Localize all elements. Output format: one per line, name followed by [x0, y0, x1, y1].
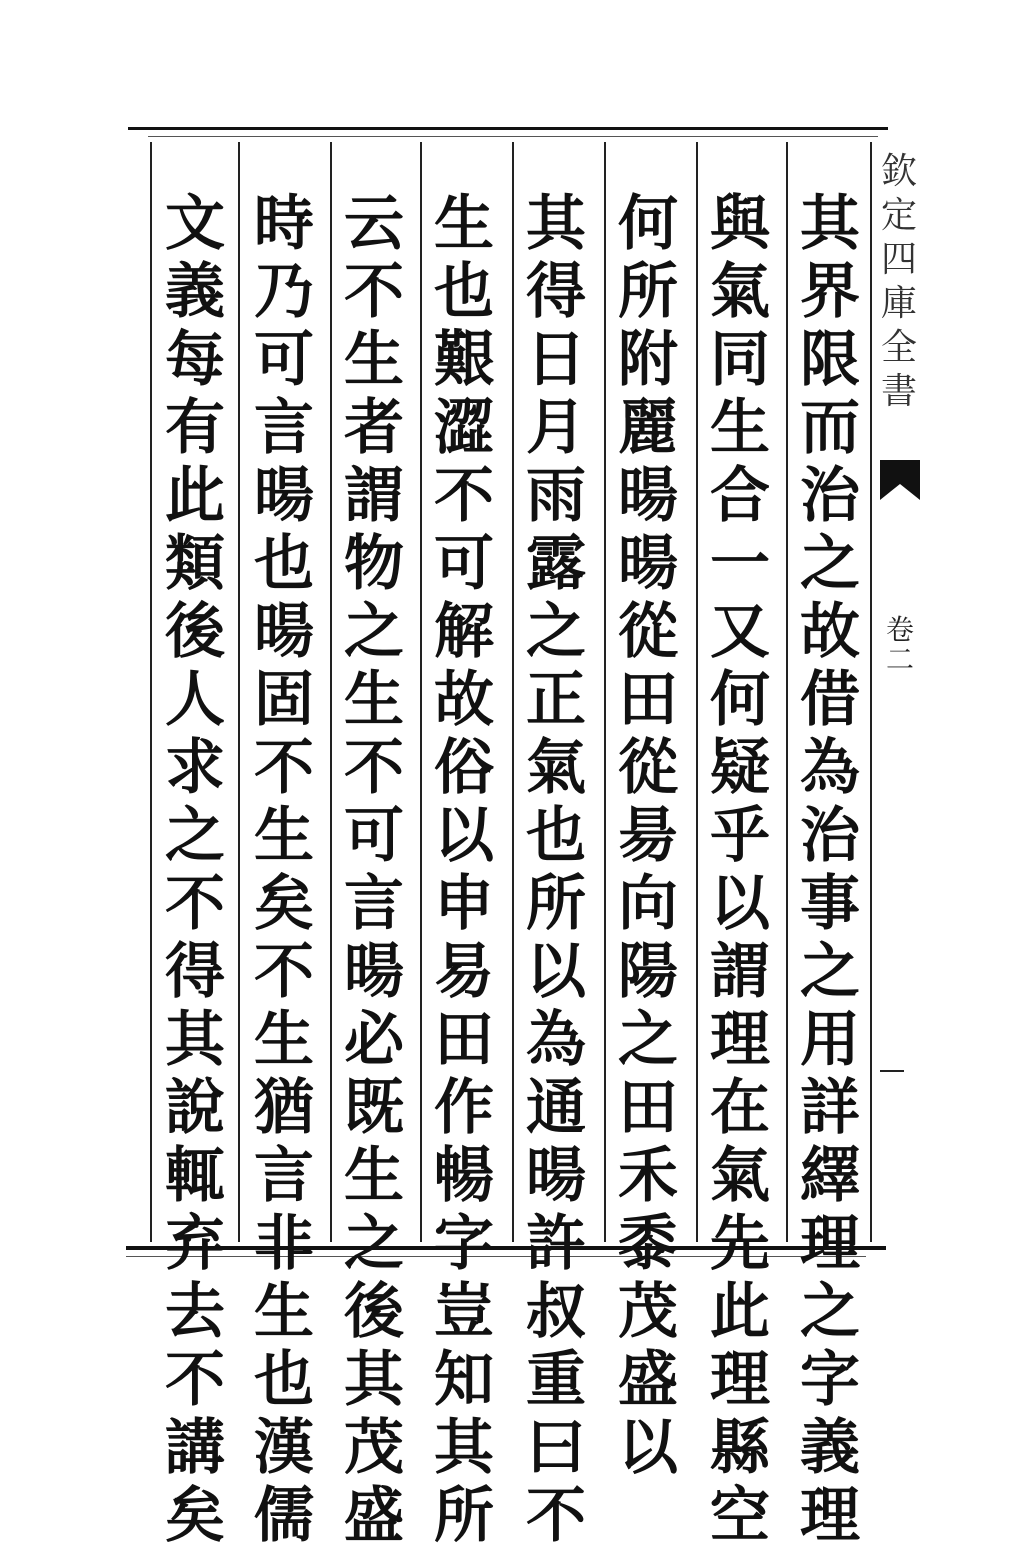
- character: 暘: [344, 937, 404, 1007]
- character: 非: [254, 1209, 314, 1279]
- character: 物: [344, 529, 404, 599]
- character: 氣: [526, 733, 586, 803]
- character: 何: [710, 665, 770, 735]
- character: 去: [165, 1277, 225, 1347]
- character: 限: [800, 325, 860, 395]
- character: 乎: [710, 801, 770, 871]
- character: 為: [800, 733, 860, 803]
- character: 黍: [618, 1209, 678, 1279]
- character: 不: [165, 1345, 225, 1415]
- character: 說: [165, 1073, 225, 1143]
- character: 有: [165, 393, 225, 463]
- character: 之: [344, 597, 404, 667]
- character: 叔: [526, 1277, 586, 1347]
- character: 暘: [526, 1141, 586, 1211]
- character: 生: [254, 1005, 314, 1075]
- character: 申: [434, 869, 494, 939]
- character: 同: [710, 325, 770, 395]
- column-rule: [330, 142, 332, 1242]
- character: 從: [618, 733, 678, 803]
- character: 日: [526, 325, 586, 395]
- character: 之: [800, 937, 860, 1007]
- character: 艱: [434, 325, 494, 395]
- character: 不: [344, 733, 404, 803]
- character: 昜: [618, 801, 678, 871]
- character: 儒: [254, 1481, 314, 1551]
- character: 故: [800, 597, 860, 667]
- character: 用: [800, 1005, 860, 1075]
- character: 疑: [710, 733, 770, 803]
- character: 類: [165, 529, 225, 599]
- character: 盛: [618, 1345, 678, 1415]
- text-column-4: [516, 189, 596, 1551]
- margin-title-character: 四: [880, 239, 917, 280]
- character: 盛: [344, 1481, 404, 1551]
- character: 生: [254, 801, 314, 871]
- character: 理: [800, 1481, 860, 1551]
- character: 知: [434, 1345, 494, 1415]
- top-border-rule: [128, 127, 888, 130]
- margin-volume-character: 卷: [885, 613, 914, 646]
- character: 也: [434, 257, 494, 327]
- character: 繹: [800, 1141, 860, 1211]
- character: 以: [618, 1413, 678, 1483]
- text-column-2: [700, 189, 780, 1551]
- column-rule: [420, 142, 422, 1242]
- frame-right-rule: [870, 142, 872, 1242]
- character: 麗: [618, 393, 678, 463]
- character: 月: [526, 393, 586, 463]
- character: 氣: [710, 257, 770, 327]
- character: 者: [344, 393, 404, 463]
- character: 故: [434, 665, 494, 735]
- character: 不: [434, 461, 494, 531]
- character: 生: [710, 393, 770, 463]
- character: 氣: [710, 1141, 770, 1211]
- character: 從: [618, 597, 678, 667]
- character: 人: [165, 665, 225, 735]
- character: 雨: [526, 461, 586, 531]
- character: 生: [344, 325, 404, 395]
- character: 曰: [526, 1413, 586, 1483]
- character: 言: [254, 1141, 314, 1211]
- character: 通: [526, 1073, 586, 1143]
- character: 豈: [434, 1277, 494, 1347]
- character: 可: [254, 325, 314, 395]
- character: 以: [710, 869, 770, 939]
- character: 矣: [165, 1481, 225, 1551]
- character: 許: [526, 1209, 586, 1279]
- character: 輒: [165, 1141, 225, 1211]
- character: 空: [710, 1481, 770, 1551]
- character: 所: [526, 869, 586, 939]
- character: 茂: [344, 1413, 404, 1483]
- column-rule: [604, 142, 606, 1242]
- margin-title-character: 書: [880, 371, 917, 412]
- margin-title-character: 欽: [880, 151, 917, 192]
- character: 治: [800, 801, 860, 871]
- character: 合: [710, 461, 770, 531]
- character: 生: [434, 189, 494, 259]
- character: 以: [434, 801, 494, 871]
- column-rule: [512, 142, 514, 1242]
- column-rule: [238, 142, 240, 1242]
- character: 事: [800, 869, 860, 939]
- character: 縣: [710, 1413, 770, 1483]
- character: 解: [434, 597, 494, 667]
- column-rule: [696, 142, 698, 1242]
- character: 文: [165, 189, 225, 259]
- character: 而: [800, 393, 860, 463]
- character: 其: [165, 1005, 225, 1075]
- character: 不: [526, 1481, 586, 1551]
- character: 理: [800, 1209, 860, 1279]
- character: 不: [165, 869, 225, 939]
- character: 禾: [618, 1141, 678, 1211]
- character: 正: [526, 665, 586, 735]
- character: 後: [165, 597, 225, 667]
- character: 以: [526, 937, 586, 1007]
- character: 也: [254, 1345, 314, 1415]
- character: 必: [344, 1005, 404, 1075]
- character: 不: [254, 733, 314, 803]
- character: 所: [618, 257, 678, 327]
- character: 先: [710, 1209, 770, 1279]
- character: 其: [344, 1345, 404, 1415]
- character: 謂: [710, 937, 770, 1007]
- character: 得: [165, 937, 225, 1007]
- character: 與: [710, 189, 770, 259]
- character: 之: [344, 1209, 404, 1279]
- character: 易: [434, 937, 494, 1007]
- character: 界: [800, 257, 860, 327]
- margin-title-character: 定: [880, 195, 917, 236]
- character: 言: [344, 869, 404, 939]
- character: 之: [800, 529, 860, 599]
- character: 漢: [254, 1413, 314, 1483]
- character: 理: [710, 1345, 770, 1415]
- character: 生: [344, 665, 404, 735]
- character: 又: [710, 597, 770, 667]
- character: 固: [254, 665, 314, 735]
- character: 詳: [800, 1073, 860, 1143]
- character: 田: [618, 1073, 678, 1143]
- character: 不: [254, 937, 314, 1007]
- text-column-7: [244, 189, 324, 1551]
- character: 陽: [618, 937, 678, 1007]
- character: 矣: [254, 869, 314, 939]
- character: 暘: [254, 597, 314, 667]
- character: 在: [710, 1073, 770, 1143]
- bottom-border-rule: [126, 1246, 886, 1250]
- character: 其: [434, 1413, 494, 1483]
- margin-title-character: 庫: [880, 283, 917, 324]
- text-column-6: [334, 189, 414, 1551]
- character: 乃: [254, 257, 314, 327]
- character: 此: [165, 461, 225, 531]
- character: 之: [800, 1277, 860, 1347]
- character: 一: [710, 529, 770, 599]
- top-border-inner-rule: [148, 136, 878, 137]
- frame-left-rule: [150, 142, 152, 1242]
- text-column-3: [608, 189, 688, 1483]
- character: 云: [344, 189, 404, 259]
- character: 俗: [434, 733, 494, 803]
- character: 此: [710, 1277, 770, 1347]
- text-column-5: [424, 189, 504, 1551]
- character: 義: [165, 257, 225, 327]
- column-rule: [786, 142, 788, 1242]
- character: 可: [434, 529, 494, 599]
- character: 暢: [434, 1141, 494, 1211]
- fishtail-mark: [880, 460, 920, 500]
- character: 所: [434, 1481, 494, 1551]
- character: 暘: [254, 461, 314, 531]
- character: 茂: [618, 1277, 678, 1347]
- character: 向: [618, 869, 678, 939]
- character: 澀: [434, 393, 494, 463]
- margin-book-title: [876, 150, 922, 414]
- character: 何: [618, 189, 678, 259]
- character: 暘: [618, 461, 678, 531]
- character: 不: [344, 257, 404, 327]
- character: 重: [526, 1345, 586, 1415]
- character: 理: [710, 1005, 770, 1075]
- character: 謂: [344, 461, 404, 531]
- margin-volume-label: [880, 615, 920, 675]
- character: 之: [618, 1005, 678, 1075]
- character: 弃: [165, 1209, 225, 1279]
- character: 生: [344, 1141, 404, 1211]
- character: 之: [526, 597, 586, 667]
- character: 講: [165, 1413, 225, 1483]
- character: 時: [254, 189, 314, 259]
- character: 字: [434, 1209, 494, 1279]
- character: 求: [165, 733, 225, 803]
- character: 治: [800, 461, 860, 531]
- character: 也: [254, 529, 314, 599]
- margin-title-character: 全: [880, 327, 917, 368]
- character: 生: [254, 1277, 314, 1347]
- character: 得: [526, 257, 586, 327]
- character: 露: [526, 529, 586, 599]
- text-column-1: [790, 189, 870, 1551]
- character: 附: [618, 325, 678, 395]
- character: 也: [526, 801, 586, 871]
- margin-rule: [880, 1070, 904, 1072]
- character: 之: [165, 801, 225, 871]
- character: 作: [434, 1073, 494, 1143]
- character: 借: [800, 665, 860, 735]
- margin-volume-character: 二: [885, 643, 914, 676]
- character: 暘: [618, 529, 678, 599]
- character: 言: [254, 393, 314, 463]
- character: 田: [434, 1005, 494, 1075]
- character: 猶: [254, 1073, 314, 1143]
- text-column-8: [155, 189, 235, 1551]
- character: 義: [800, 1413, 860, 1483]
- character: 田: [618, 665, 678, 735]
- character: 其: [800, 189, 860, 259]
- character: 為: [526, 1005, 586, 1075]
- character: 既: [344, 1073, 404, 1143]
- character: 每: [165, 325, 225, 395]
- character: 後: [344, 1277, 404, 1347]
- character: 其: [526, 189, 586, 259]
- character: 可: [344, 801, 404, 871]
- character: 字: [800, 1345, 860, 1415]
